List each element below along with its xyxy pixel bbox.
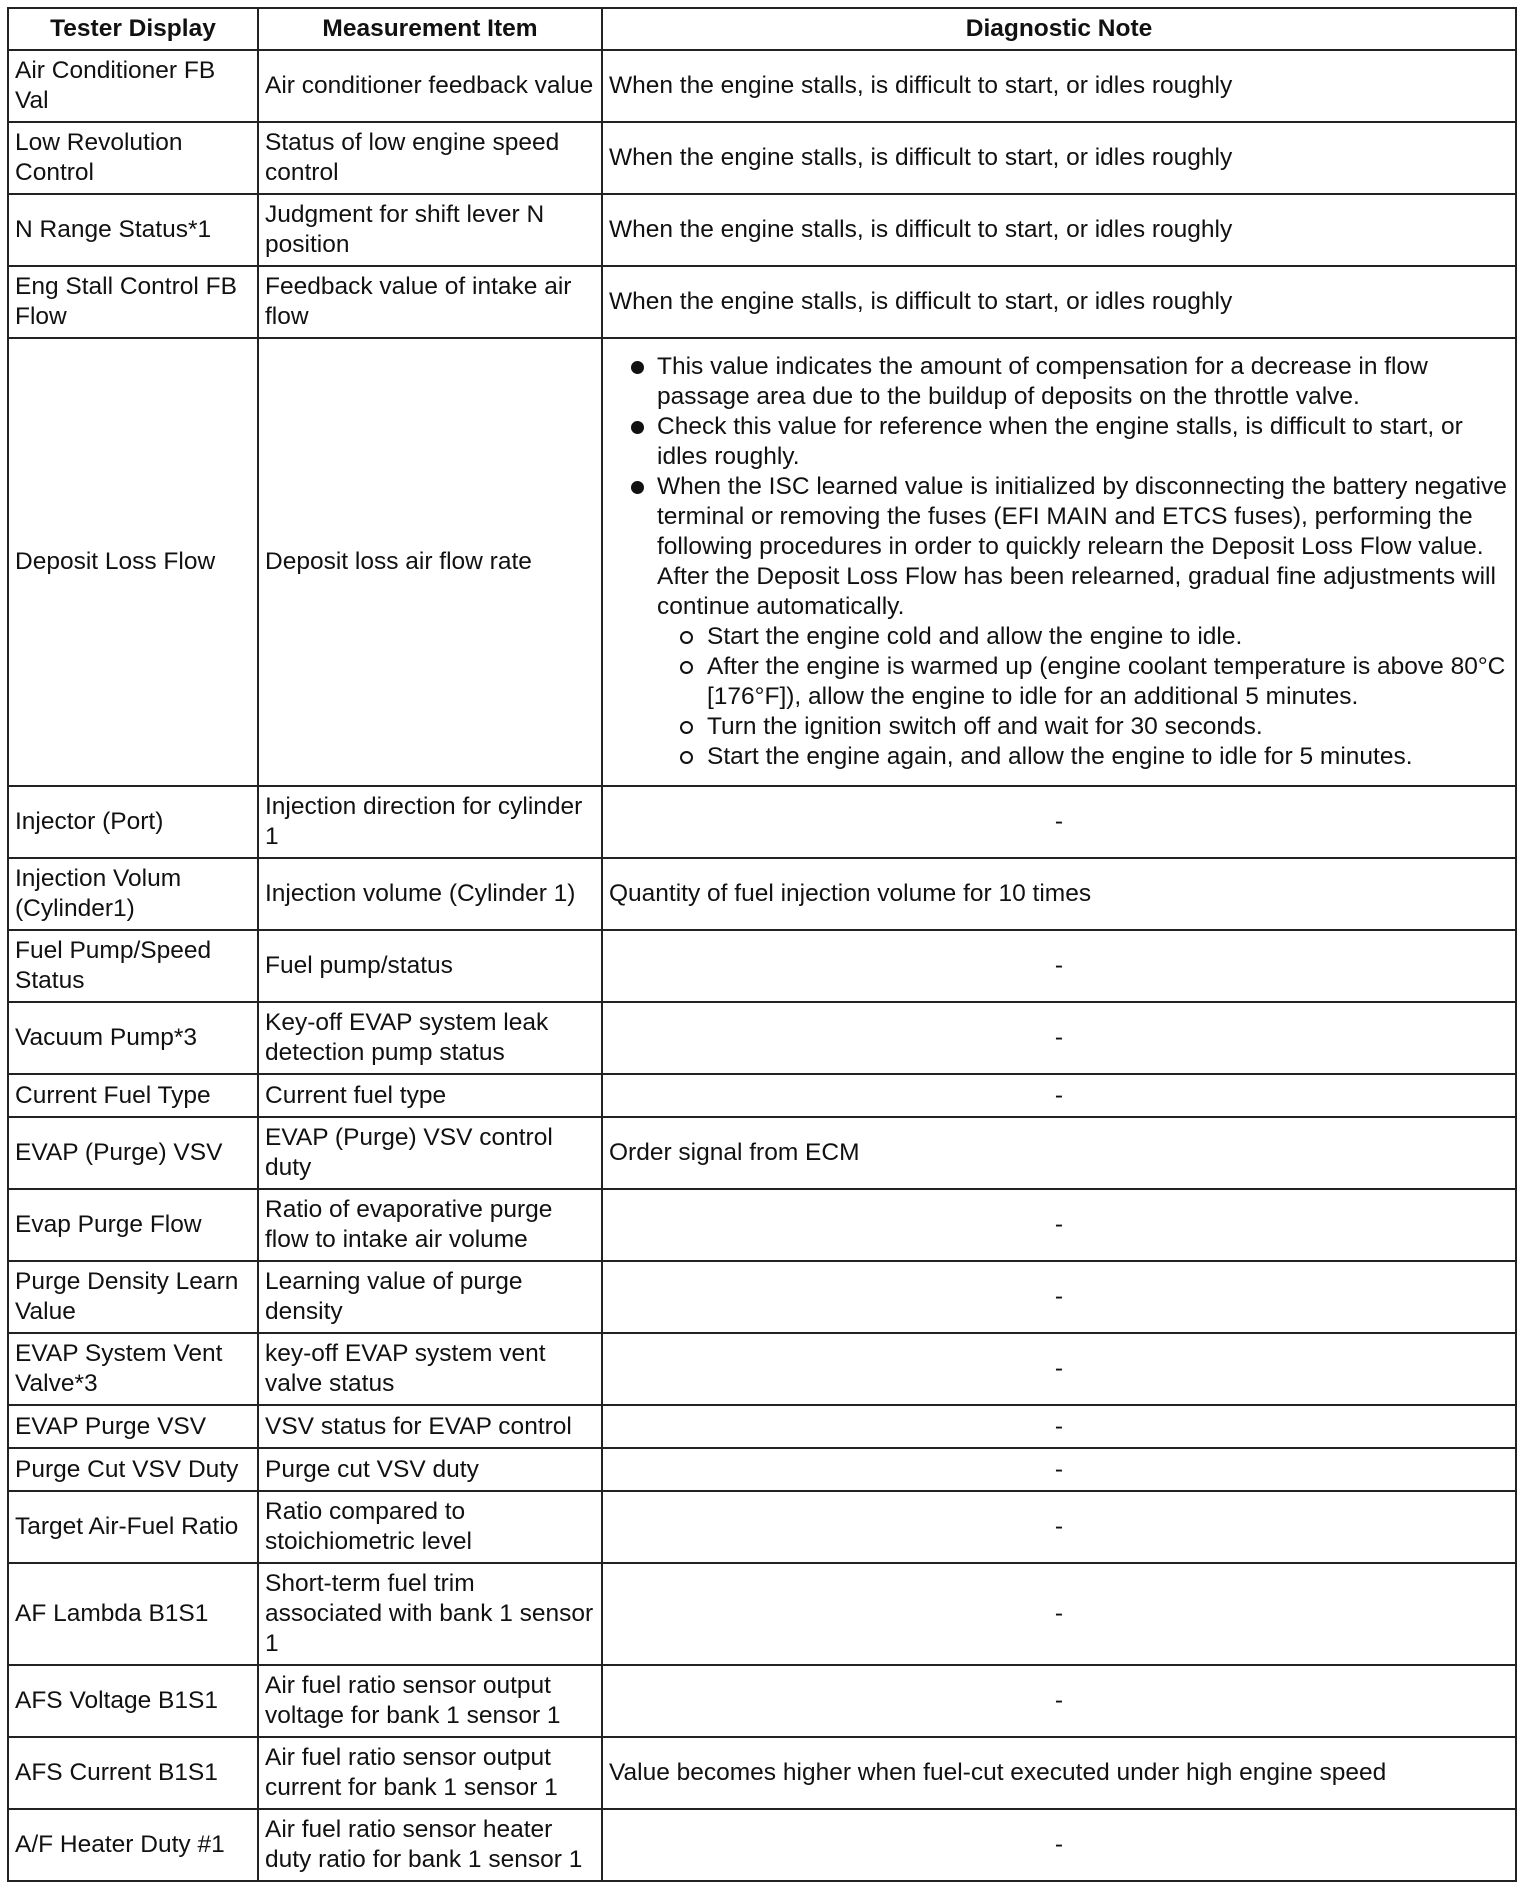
tester-display-cell: Deposit Loss Flow	[8, 338, 258, 786]
measurement-item-cell: Deposit loss air flow rate	[258, 338, 602, 786]
tester-display-cell: Air Conditioner FB Val	[8, 50, 258, 122]
diagnostic-note-cell	[602, 338, 1516, 786]
tester-display-cell: Purge Cut VSV Duty	[8, 1448, 258, 1491]
tester-display-cell: Purge Density Learn Value	[8, 1261, 258, 1333]
tester-display-cell: Fuel Pump/Speed Status	[8, 930, 258, 1002]
tester-display-cell: EVAP Purge VSV	[8, 1405, 258, 1448]
diagnostic-note-cell: When the engine stalls, is difficult to start, or idles roughly	[602, 266, 1516, 338]
note-sub-bullet: After the engine is warmed up (engine coolant temperature is above 80°C [176°F]), allow the engine to idle for an additional 5 minutes.	[657, 652, 1509, 712]
note-sub-bullet: Turn the ignition switch off and wait for 30 seconds.	[657, 712, 1509, 742]
measurement-item-cell: Purge cut VSV duty	[258, 1448, 602, 1491]
measurement-item-cell: Air conditioner feedback value	[258, 50, 602, 122]
tester-display-cell: AF Lambda B1S1	[8, 1563, 258, 1665]
diagnostic-note-cell: -	[602, 1074, 1516, 1117]
measurement-item-cell: Air fuel ratio sensor heater duty ratio for bank 1 sensor 1	[258, 1809, 602, 1881]
measurement-item-cell: Short-term fuel trim associated with bank 1 sensor 1	[258, 1563, 602, 1665]
measurement-item-cell: Ratio of evaporative purge flow to intake air volume	[258, 1189, 602, 1261]
table-row	[8, 1737, 1516, 1809]
tester-display-cell: Target Air-Fuel Ratio	[8, 1491, 258, 1563]
table-row	[8, 1117, 1516, 1189]
tester-display-cell: Injection Volum (Cylinder1)	[8, 858, 258, 930]
diagnostic-note-cell: Order signal from ECM	[602, 1117, 1516, 1189]
measurement-item-cell: Fuel pump/status	[258, 930, 602, 1002]
tester-display-cell: Eng Stall Control FB Flow	[8, 266, 258, 338]
note-sub-bullet-list	[657, 622, 1509, 772]
note-bullet: This value indicates the amount of compensation for a decrease in flow passage area due to the buildup of deposits on the throttle valve.	[609, 352, 1509, 412]
note-bullet-text: When the ISC learned value is initialized by disconnecting the battery negative terminal or removing the fuses (EFI MAIN and ETCS fuses), performing the following procedures in order to quickly relearn the Deposit Loss Flow value. After the Deposit Loss Flow has been relearned, gradual fine adjustments will continue automatically.	[657, 473, 1507, 620]
note-sub-bullet: Start the engine cold and allow the engine to idle.	[657, 622, 1509, 652]
diagnostic-note-cell: -	[602, 1002, 1516, 1074]
diagnostic-note-cell: -	[602, 1189, 1516, 1261]
tester-display-cell: A/F Heater Duty #1	[8, 1809, 258, 1881]
tester-display-cell: Injector (Port)	[8, 786, 258, 858]
table-row	[8, 1261, 1516, 1333]
tester-display-cell: Evap Purge Flow	[8, 1189, 258, 1261]
measurement-item-cell: Injection direction for cylinder 1	[258, 786, 602, 858]
measurement-item-cell: Injection volume (Cylinder 1)	[258, 858, 602, 930]
tester-display-cell: Vacuum Pump*3	[8, 1002, 258, 1074]
header-measurement-item: Measurement Item	[258, 8, 602, 50]
table-row	[8, 122, 1516, 194]
table-row	[8, 1405, 1516, 1448]
table-row	[8, 930, 1516, 1002]
header-tester-display: Tester Display	[8, 8, 258, 50]
tester-display-cell: AFS Voltage B1S1	[8, 1665, 258, 1737]
table-row	[8, 1074, 1516, 1117]
diagnostic-note-cell: -	[602, 1809, 1516, 1881]
table-row	[8, 858, 1516, 930]
table-row	[8, 1665, 1516, 1737]
header-diagnostic-note: Diagnostic Note	[602, 8, 1516, 50]
measurement-item-cell: Current fuel type	[258, 1074, 602, 1117]
diagnostic-note-cell: Quantity of fuel injection volume for 10 times	[602, 858, 1516, 930]
diagnostic-note-cell: When the engine stalls, is difficult to start, or idles roughly	[602, 50, 1516, 122]
diagnostic-note-cell: -	[602, 1491, 1516, 1563]
tester-display-cell: EVAP System Vent Valve*3	[8, 1333, 258, 1405]
diagnostic-note-cell: -	[602, 786, 1516, 858]
note-bullet-list	[609, 352, 1509, 772]
table-row	[8, 338, 1516, 786]
measurement-item-cell: Key-off EVAP system leak detection pump status	[258, 1002, 602, 1074]
diagnostic-note-cell: -	[602, 930, 1516, 1002]
data-list-table	[7, 7, 1517, 1882]
table-row	[8, 1448, 1516, 1491]
measurement-item-cell: Judgment for shift lever N position	[258, 194, 602, 266]
table-row	[8, 786, 1516, 858]
diagnostic-note-cell: When the engine stalls, is difficult to start, or idles roughly	[602, 194, 1516, 266]
note-sub-bullet: Start the engine again, and allow the engine to idle for 5 minutes.	[657, 742, 1509, 772]
diagnostic-note-cell: -	[602, 1563, 1516, 1665]
measurement-item-cell: EVAP (Purge) VSV control duty	[258, 1117, 602, 1189]
table-row	[8, 1002, 1516, 1074]
measurement-item-cell: Air fuel ratio sensor output voltage for bank 1 sensor 1	[258, 1665, 602, 1737]
table-row	[8, 1189, 1516, 1261]
diagnostic-note-cell: When the engine stalls, is difficult to start, or idles roughly	[602, 122, 1516, 194]
measurement-item-cell: Air fuel ratio sensor output current for bank 1 sensor 1	[258, 1737, 602, 1809]
table-row	[8, 266, 1516, 338]
table-header-row	[8, 8, 1516, 50]
measurement-item-cell: Status of low engine speed control	[258, 122, 602, 194]
measurement-item-cell: Ratio compared to stoichiometric level	[258, 1491, 602, 1563]
table-row	[8, 1809, 1516, 1881]
measurement-item-cell: Learning value of purge density	[258, 1261, 602, 1333]
table-row	[8, 1563, 1516, 1665]
tester-display-cell: N Range Status*1	[8, 194, 258, 266]
measurement-item-cell: VSV status for EVAP control	[258, 1405, 602, 1448]
measurement-item-cell: Feedback value of intake air flow	[258, 266, 602, 338]
data-list-table-container	[7, 7, 1515, 1882]
tester-display-cell: Low Revolution Control	[8, 122, 258, 194]
diagnostic-note-cell: Value becomes higher when fuel-cut executed under high engine speed	[602, 1737, 1516, 1809]
table-row	[8, 1491, 1516, 1563]
diagnostic-note-cell: -	[602, 1333, 1516, 1405]
diagnostic-note-cell: -	[602, 1405, 1516, 1448]
table-row	[8, 50, 1516, 122]
measurement-item-cell: key-off EVAP system vent valve status	[258, 1333, 602, 1405]
tester-display-cell: EVAP (Purge) VSV	[8, 1117, 258, 1189]
note-bullet: Check this value for reference when the engine stalls, is difficult to start, or idles roughly.	[609, 412, 1509, 472]
tester-display-cell: AFS Current B1S1	[8, 1737, 258, 1809]
note-bullet	[609, 472, 1509, 772]
diagnostic-note-cell: -	[602, 1448, 1516, 1491]
diagnostic-note-cell: -	[602, 1261, 1516, 1333]
tester-display-cell: Current Fuel Type	[8, 1074, 258, 1117]
table-row	[8, 1333, 1516, 1405]
diagnostic-note-cell: -	[602, 1665, 1516, 1737]
table-row	[8, 194, 1516, 266]
